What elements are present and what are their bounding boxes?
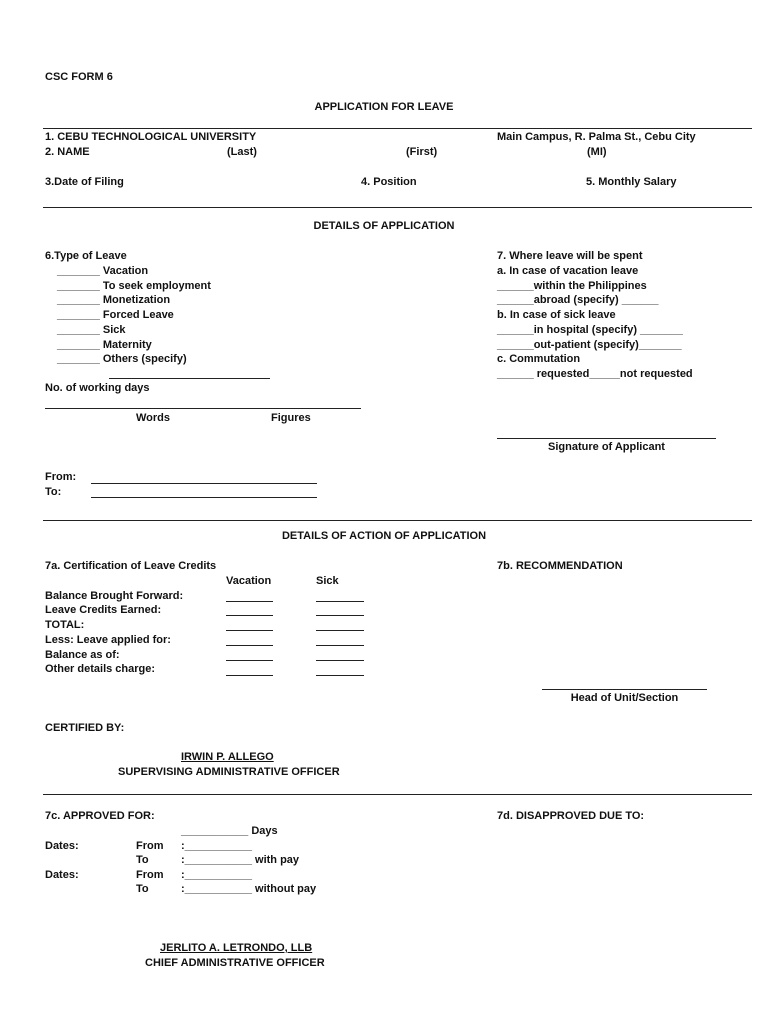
leave-type-maternity: _______ Maternity (57, 339, 152, 351)
vacation-credit-line (226, 630, 273, 631)
date-of-filing-label: 3.Date of Filing (45, 176, 124, 188)
with-pay-line: :___________ with pay (181, 854, 300, 866)
approved-for-label: 7c. APPROVED FOR: (45, 810, 155, 822)
where-spent-item: c. Commutation (497, 353, 581, 365)
university-field: 1. CEBU TECHNOLOGICAL UNIVERSITY (45, 131, 257, 143)
leave-type-forced: _______ Forced Leave (57, 309, 174, 321)
sick-column-label: Sick (316, 575, 339, 587)
name-label: 2. NAME (45, 146, 90, 158)
from-label: From: (45, 471, 77, 483)
certified-by-label: CERTIFIED BY: (45, 722, 125, 734)
leave-type-others: _______ Others (specify) (57, 353, 187, 365)
head-signature-line (542, 689, 707, 690)
from-label: From (136, 840, 164, 852)
vacation-credit-line (226, 601, 273, 602)
vacation-credit-line (226, 615, 273, 616)
monthly-salary-label: 5. Monthly Salary (586, 176, 677, 188)
sick-credit-line (316, 675, 364, 676)
to-line (91, 497, 317, 498)
sick-credit-line (316, 615, 364, 616)
sick-credit-line (316, 660, 364, 661)
vacation-credit-line (226, 675, 273, 676)
sick-credit-line (316, 601, 364, 602)
head-of-unit-label: Head of Unit/Section (570, 692, 679, 704)
others-specify-line (109, 378, 270, 379)
dates-label: Dates: (45, 840, 79, 852)
signature-label: Signature of Applicant (548, 441, 665, 453)
where-spent-item: ______out-patient (specify)_______ (497, 339, 682, 351)
form-code: CSC FORM 6 (45, 71, 113, 83)
details-heading: DETAILS OF APPLICATION (313, 220, 455, 232)
dates-label: Dates: (45, 869, 79, 881)
last-name-label: (Last) (227, 146, 257, 158)
without-pay-line: :___________ without pay (181, 883, 317, 895)
figures-label: Figures (271, 412, 311, 424)
days-line: ___________ Days (181, 825, 278, 837)
credit-row-label: TOTAL: (45, 619, 85, 631)
credit-row-label: Less: Leave applied for: (45, 634, 171, 646)
where-spent-item: b. In case of sick leave (497, 309, 616, 321)
form-title: APPLICATION FOR LEAVE (314, 101, 454, 113)
divider (43, 794, 752, 795)
leave-type-sick: _______ Sick (57, 324, 126, 336)
divider (43, 207, 752, 208)
credit-row-label: Balance Brought Forward: (45, 590, 184, 602)
to-label: To (136, 883, 149, 895)
vacation-credit-line (226, 645, 273, 646)
action-heading: DETAILS OF ACTION OF APPLICATION (281, 530, 487, 542)
words-label: Words (136, 412, 171, 424)
where-spent-item: a. In case of vacation leave (497, 265, 639, 277)
sick-credit-line (316, 645, 364, 646)
first-name-label: (First) (406, 146, 438, 158)
disapproved-label: 7d. DISAPPROVED DUE TO: (497, 810, 645, 822)
working-days-line (45, 408, 361, 409)
where-spent-item: ______abroad (specify) ______ (497, 294, 659, 306)
where-spent-item: ______in hospital (specify) _______ (497, 324, 683, 336)
certifier-name: IRWIN P. ALLEGO (181, 751, 274, 763)
signature-line (497, 438, 716, 439)
where-spent-label: 7. Where leave will be spent (497, 250, 643, 262)
leave-type-monetization: _______ Monetization (57, 294, 171, 306)
divider (43, 128, 752, 129)
from-blank: :___________ (181, 840, 252, 852)
campus-address: Main Campus, R. Palma St., Cebu City (497, 131, 696, 143)
from-label: From (136, 869, 164, 881)
where-spent-item: ______ requested_____not requested (497, 368, 693, 380)
working-days-label: No. of working days (45, 382, 150, 394)
sick-credit-line (316, 630, 364, 631)
credit-row-label: Other details charge: (45, 663, 156, 675)
from-blank: :___________ (181, 869, 252, 881)
position-label: 4. Position (361, 176, 417, 188)
credit-row-label: Balance as of: (45, 649, 120, 661)
recommendation-label: 7b. RECOMMENDATION (497, 560, 623, 572)
certification-label: 7a. Certification of Leave Credits (45, 560, 217, 572)
type-of-leave-label: 6.Type of Leave (45, 250, 127, 262)
from-line (91, 483, 317, 484)
leave-type-vacation: _______ Vacation (57, 265, 149, 277)
to-label: To: (45, 486, 62, 498)
where-spent-item: ______within the Philippines (497, 280, 647, 292)
leave-type-seek-employment: _______ To seek employment (57, 280, 211, 292)
approver-name: JERLITO A. LETRONDO, LLB (160, 942, 313, 954)
approver-title: CHIEF ADMINISTRATIVE OFFICER (145, 957, 325, 969)
vacation-column-label: Vacation (226, 575, 272, 587)
middle-initial-label: (MI) (587, 146, 607, 158)
credit-row-label: Leave Credits Earned: (45, 604, 162, 616)
certifier-title: SUPERVISING ADMINISTRATIVE OFFICER (118, 766, 340, 778)
divider (43, 520, 752, 521)
to-label: To (136, 854, 149, 866)
vacation-credit-line (226, 660, 273, 661)
